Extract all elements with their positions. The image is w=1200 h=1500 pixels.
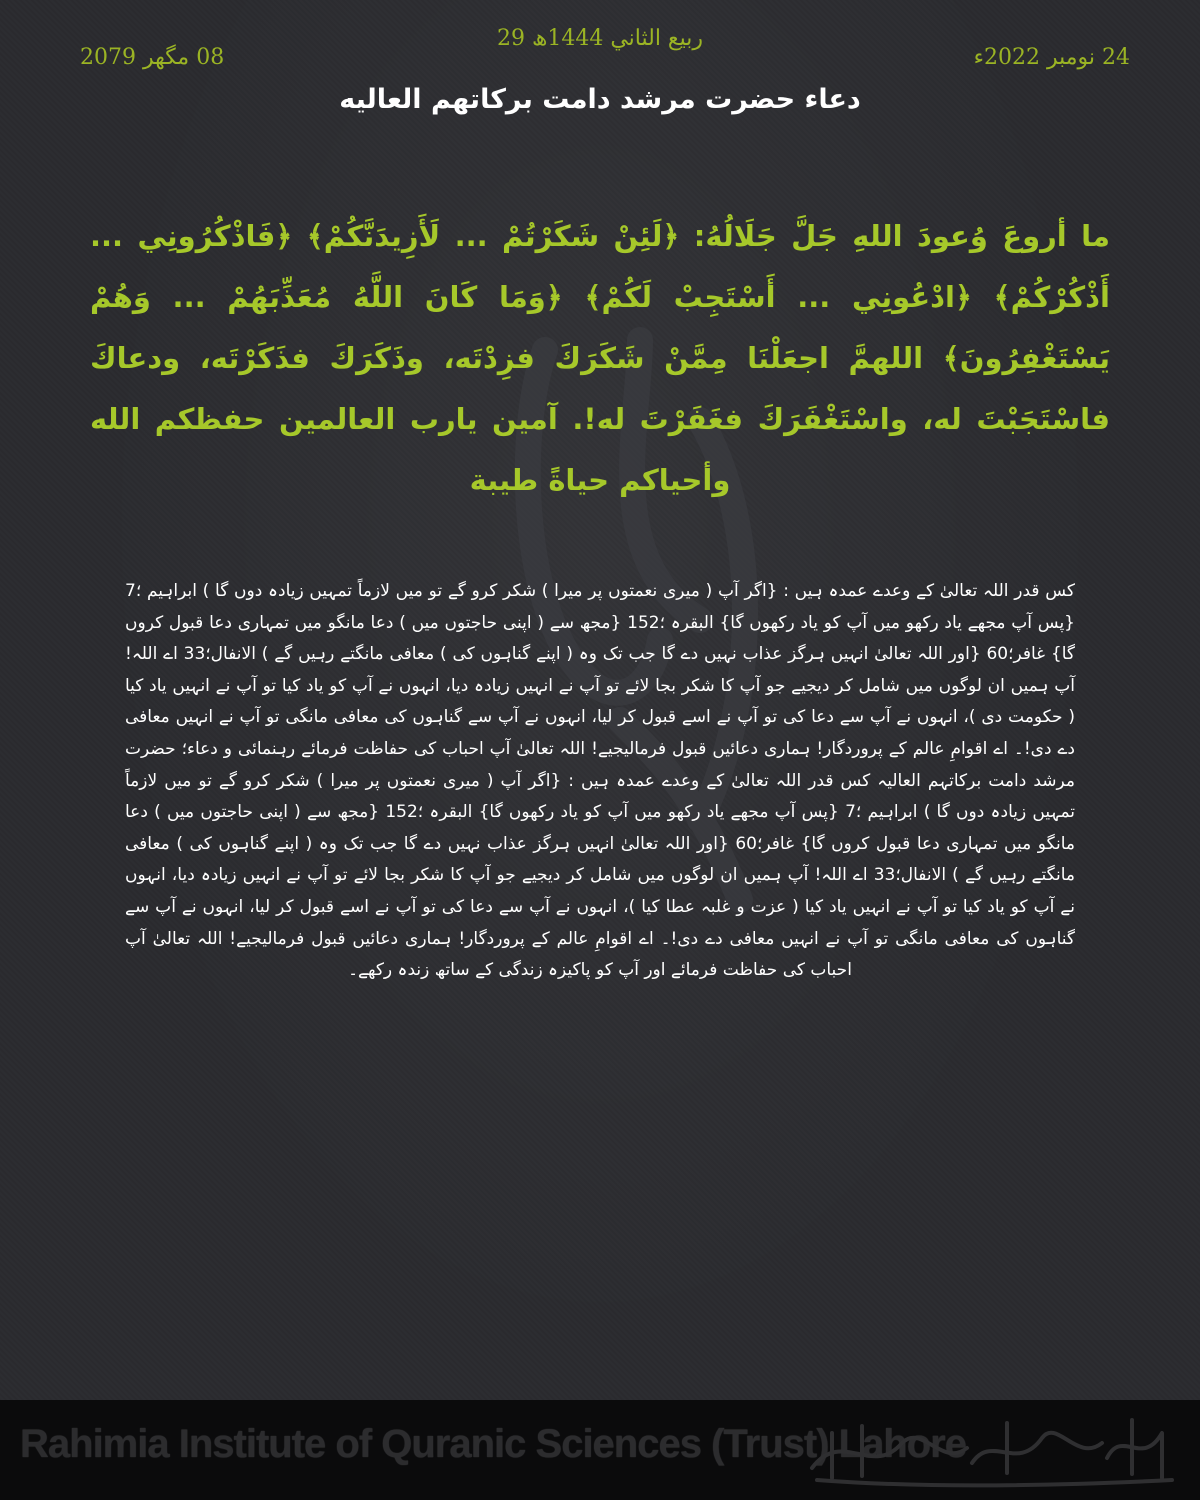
institute-calligraphy-logo bbox=[802, 1408, 1182, 1488]
bikrami-date: 08 مگھر 2079 bbox=[80, 45, 225, 70]
footer-band bbox=[0, 1400, 1200, 1500]
hijri-date: 29 ربيع الثاني 1444ھ bbox=[496, 26, 704, 51]
arabic-dua-text: ما أروعَ وُعودَ اللهِ جَلَّ جَلَالُهُ: ﴿لَئِنْ شَكَرْتُمْ ... لَأَزِيدَنَّكُمْ﴾ ﴿فَاذْكُرُونِي ... أَذْكُرْكُمْ﴾ ﴿ادْعُونِي ... أَسْتَجِبْ لَكُمْ﴾ ﴿وَمَا كَانَ اللَّهُ مُعَذِّبَهُمْ ... وَهُمْ يَسْتَغْفِرُونَ﴾ اللهمَّ اجعَلْنَا مِمَّنْ شَكَرَكَ فزِدْتَه، وذَكَرَكَ فذَكَرْتَه، ودعاكَ فاسْتَجَبْتَ له، واسْتَغْفَرَكَ فغَفَرْتَ له!. آمين يارب العالمين حفظكم الله وأحياكم حياةً طيبة bbox=[90, 219, 1110, 497]
page-title: دعاء حضرت مرشد دامت برکاتهم العالیه bbox=[339, 84, 861, 115]
gregorian-date: 24 نومبر 2022ء bbox=[973, 45, 1130, 70]
institute-name: Rahimia Institute of Quranic Sciences (Trust) Lahore bbox=[20, 1422, 966, 1466]
urdu-translation-text: کس قدر اللہ تعالیٰ کے وعدے عمدہ ہیں : {اگر آپ ( میری نعمتوں پر میرا ) شکر کرو گے تو میں لازماً تمہیں زیادہ دوں گا ) ابراہیم ؛7 {پس آپ مجھے یاد رکھو میں آپ کو یاد رکھوں گا} البقرہ ؛152 {مجھ سے ( اپنی حاجتوں میں ) دعا مانگو میں تمہاری دعا قبول کروں گا} غافر؛60 {اور اللہ تعالیٰ انہیں ہرگز عذاب نہیں دے گا جب تک وہ ( اپنے گناہوں کی ) معافی مانگتے رہیں گے ) الانفال؛33 اے اللہ! آپ ہمیں ان لوگوں میں شامل کر دیجیے جو آپ کا شکر بجا لائے تو آپ نے انہیں زیادہ دیا، انہوں نے آپ کو یاد کیا تو آپ نے انہیں یاد کیا ( حکومت دی )، انہوں نے آپ سے دعا کی تو آپ نے اسے قبول کر لیا، انہوں نے آپ سے گناہوں کی معافی مانگی تو آپ نے انہیں معافی دے دی!۔ اے اقوامِ عالم کے پروردگار! ہماری دعائیں قبول فرمالیجیے! اللہ تعالیٰ آپ احباب کی حفاظت فرمائے رہنمائی و دعاء؛ حضرت مرشد دامت برکاتہم العالیہ کس قدر اللہ تعالیٰ کے وعدے عمدہ ہیں : {اگر آپ ( میری نعمتوں پر میرا ) شکر کرو گے تو میں لازماً تمہیں زیادہ دوں گا ) ابراہیم ؛7 {پس آپ مجھے یاد رکھو میں آپ کو یاد رکھوں گا} البقرہ ؛152 {مجھ سے ( اپنی حاجتوں میں ) دعا مانگو میں تمہاری دعا قبول کروں گا} غافر؛60 {اور اللہ تعالیٰ انہیں ہرگز عذاب نہیں دے گا جب تک وہ ( اپنے گناہوں کی ) معافی مانگتے رہیں گے ) الانفال؛33 اے اللہ! آپ ہمیں ان لوگوں میں شامل کر دیجیے جو آپ کا شکر بجا لائے تو آپ نے انہیں زیادہ دیا، انہوں نے آپ کو یاد کیا تو آپ نے انہیں یاد کیا ( عزت و غلبہ عطا کیا )، انہوں نے آپ سے دعا کی تو آپ نے اسے قبول کر لیا، انہوں نے آپ سے گناہوں کی معافی مانگی تو آپ نے انہیں معافی دے دی!۔ اے اقوامِ عالم کے پروردگار! ہماری دعائیں قبول فرمالیجیے! اللہ تعالیٰ آپ احباب کی حفاظت فرمائے اور آپ کو پاکیزہ زندگی کے ساتھ زندہ رکھے۔ bbox=[125, 581, 1076, 981]
